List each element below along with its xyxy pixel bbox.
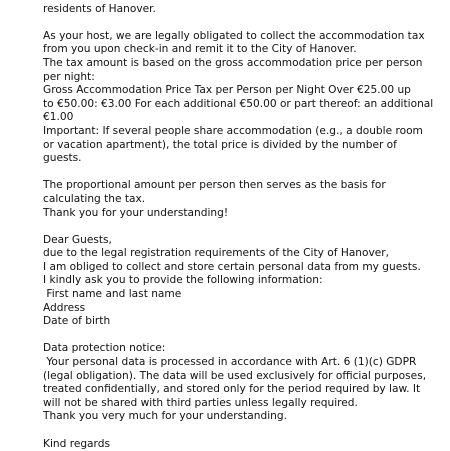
letter-document — [43, 0, 447, 451]
privacy-paragraph — [43, 342, 447, 424]
paragraph-gap — [43, 329, 447, 343]
paragraph-gap — [43, 166, 447, 180]
text-line: I am obliged to collect and store certain personal data from my guests. — [43, 260, 421, 273]
text-line: due to the legal registration requirements of the City of Hanover, — [43, 247, 390, 260]
paragraph-gap — [43, 220, 447, 234]
text-line: to €50.00: €3.00 For each additional €50.00 or part thereof: an additional — [43, 97, 434, 110]
proportional-paragraph — [43, 179, 447, 220]
text-line: per night: — [43, 70, 95, 83]
text-line: will not be shared with third parties unless legally required. — [43, 396, 358, 409]
text-line: Kind regards — [43, 437, 110, 450]
text-line: guests. — [43, 152, 82, 165]
text-line: or vacation apartment), the total price is divided by the number of — [43, 138, 397, 151]
text-line: from you upon check-in and remit it to the City of Hanover. — [43, 43, 357, 56]
text-line: residents of Hanover. — [43, 2, 156, 15]
text-line: (legal obligation). The data will be used exclusively for official purposes, — [43, 369, 427, 382]
text-line: calculating the tax. — [43, 192, 146, 205]
text-line: €1.00 — [43, 111, 74, 124]
text-line: Gross Accommodation Price Tax per Person per Night Over €25.00 up — [43, 84, 411, 97]
paragraph-gap — [43, 424, 447, 438]
text-line: Your personal data is processed in accordance with Art. 6 (1)(c) GDPR — [43, 356, 417, 369]
registration-paragraph — [43, 234, 447, 329]
intro-paragraph — [43, 0, 447, 16]
text-line: Address — [43, 301, 86, 314]
text-line: The tax amount is based on the gross accommodation price per person — [43, 56, 423, 69]
text-line: I kindly ask you to provide the following information: — [43, 274, 323, 287]
text-line: Data protection notice: — [43, 342, 166, 355]
closing-paragraph — [43, 438, 447, 451]
text-line: The proportional amount per person then serves as the basis for — [43, 179, 386, 192]
text-line: First name and last name — [43, 288, 182, 301]
text-line: Thank you for your understanding! — [43, 206, 229, 219]
text-line: Date of birth — [43, 315, 111, 328]
paragraph-gap — [43, 16, 447, 30]
text-line: Important: If several people share accommodation (e.g., a double room — [43, 124, 423, 137]
text-line: treated confidentially, and stored only for the period required by law. It — [43, 383, 421, 396]
host-paragraph — [43, 30, 447, 166]
text-line: Dear Guests, — [43, 233, 112, 246]
text-line: As your host, we are legally obligated to collect the accommodation tax — [43, 29, 425, 42]
text-line: Thank you very much for your understanding. — [43, 410, 287, 423]
